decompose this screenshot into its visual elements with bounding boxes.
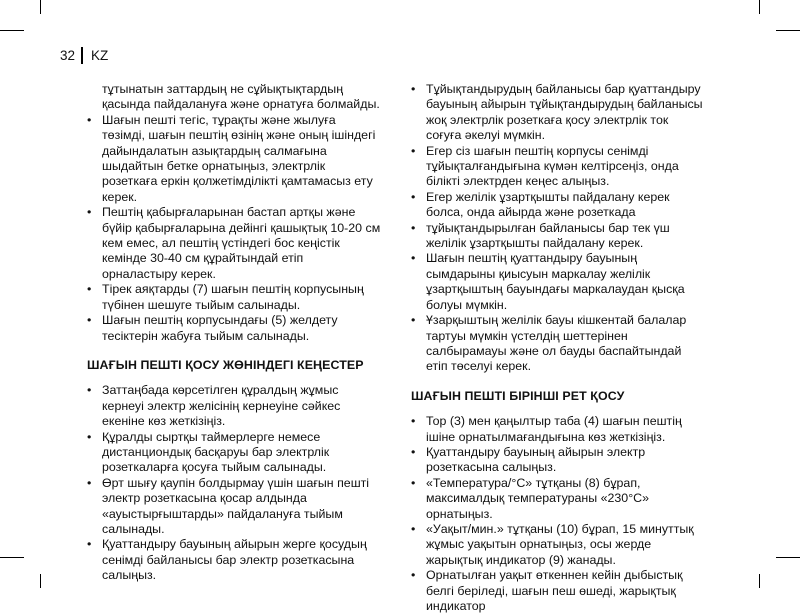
section-heading: ШАҒЫН ПЕШТІ ҚОСУ ЖӨНІНДЕГІ КЕҢЕСТЕР <box>87 357 364 372</box>
crop-mark-bl-v <box>40 574 41 588</box>
list-item: • Тірек аяқтарды (7) шағын пештің корпусының түбінен шешуге тыйым салынады. <box>87 282 382 313</box>
crop-mark-bl-h <box>0 557 24 558</box>
crop-mark-tl-v <box>40 0 41 14</box>
crop-mark-tr-h <box>776 30 800 31</box>
list-item: • Ұзарқыштың желілік бауы кішкентай балалар тартуы мүмкін үстелдің шеттерінен салбырамауы және ол бауды баспайтындай етіп төселуі керек. <box>411 313 706 375</box>
list-item: • Тор (3) мен қаңылтыр таба (4) шағын пештің ішіне орнатылмағандығына көз жеткізіңіз. <box>411 414 706 445</box>
list-item: • «Температура/°С» тұтқаны (8) бұрап, максималдық температураны «230°С» орнатыңыз. <box>411 476 706 522</box>
list-item: • Құралды сыртқы таймерлерге немесе дистанциондық басқаруы бар электрлік розеткаларға қосуға тыйым салынады. <box>87 430 382 476</box>
page-header <box>60 47 108 64</box>
crop-mark-tl-h <box>0 30 24 31</box>
language-code: KZ <box>91 48 109 63</box>
list-item: • Өрт шығу қаупін болдырмау үшін шағын пешті электр розеткасына қосар алдында «ауыстырғыштарды» пайдалануға тыйым салынады. <box>87 476 382 538</box>
list-item: • Қуаттандыру бауының айырын жерге қосудың сенімді байланысы бар электр розеткасына салыңыз. <box>87 537 382 583</box>
right-column <box>411 82 706 614</box>
left-column <box>87 82 382 584</box>
header-divider <box>81 47 83 64</box>
list-item: • Заттаңбада көрсетілген құралдың жұмыс кернеуі электр желісінің кернеуіне сәйкес екеніне көз жеткізіңіз. <box>87 383 382 429</box>
list-item: • «Уақыт/мин.» тұтқаны (10) бұрап, 15 минуттық жұмыс уақытын орнатыңыз, осы жерде жарықтық индикатор (9) жанады. <box>411 522 706 568</box>
list-item: • Шағын пештің корпусындағы (5) желдету тесіктерін жабуға тыйым салынады. <box>87 313 382 344</box>
list-item: • Орнатылған уақыт өткеннен кейін дыбыстық белгі беріледі, шағын пеш өшеді, жарықтық индикатор <box>411 568 706 614</box>
list-item: • Пештің қабырғаларынан бастап артқы және бүйір қабырғаларына дейінгі қашықтық 10-20 см кем емес, ал пештің үстіндегі бос кеңістік кемінде 30-40 см құрайтындай етіп орналастыру керек. <box>87 205 382 282</box>
crop-mark-tr-v <box>759 0 760 14</box>
list-item: • Егер желілік ұзартқышты пайдалану керек болса, онда айырда және розеткада <box>411 190 706 221</box>
crop-mark-br-v <box>759 574 760 588</box>
continued-paragraph: тұтынатын заттардың не сұйықтықтардың қасында пайдалануға және орнатуға болмайды. <box>102 82 380 112</box>
list-item: • Шағын пештің қуаттандыру бауының сымдарыны қиысуын маркалау желілік ұзартқыштың бауындағы маркалаудан қысқа болуы мүмкін. <box>411 251 706 313</box>
crop-mark-br-h <box>776 557 800 558</box>
section-heading: ШАҒЫН ПЕШТІ БІРІНШІ РЕТ ҚОСУ <box>411 388 625 403</box>
page-number: 32 <box>60 48 76 63</box>
list-item: • Қуаттандыру бауының айырын электр розеткасына салыңыз. <box>411 445 706 476</box>
list-item: • Тұйықтандырудың байланысы бар қуаттандыру бауының айырын тұйықтандырудың байланысы жоқ электрлік розеткаға қосу электрлік ток соғуға әкелуі мүмкін. <box>411 82 706 144</box>
list-item: • Егер сіз шағын пештің корпусы сенімді тұйықталғандығына күмән келтірсеңіз, онда білікті электрден кеңес алыңыз. <box>411 144 706 190</box>
list-item: • Шағын пешті тегіс, тұрақты және жылуға төзімді, шағын пештің өзінің және оның ішіндегі дайындалатын азықтардың салмағына шыдайтын бетке орнатыңыз, электрлік розеткаға еркін қолжетімділікті қамтамасыз ету керек. <box>87 113 382 205</box>
list-item: • тұйықтандырылған байланысы бар тек үш желілік ұзартқышты пайдалану керек. <box>411 221 706 252</box>
